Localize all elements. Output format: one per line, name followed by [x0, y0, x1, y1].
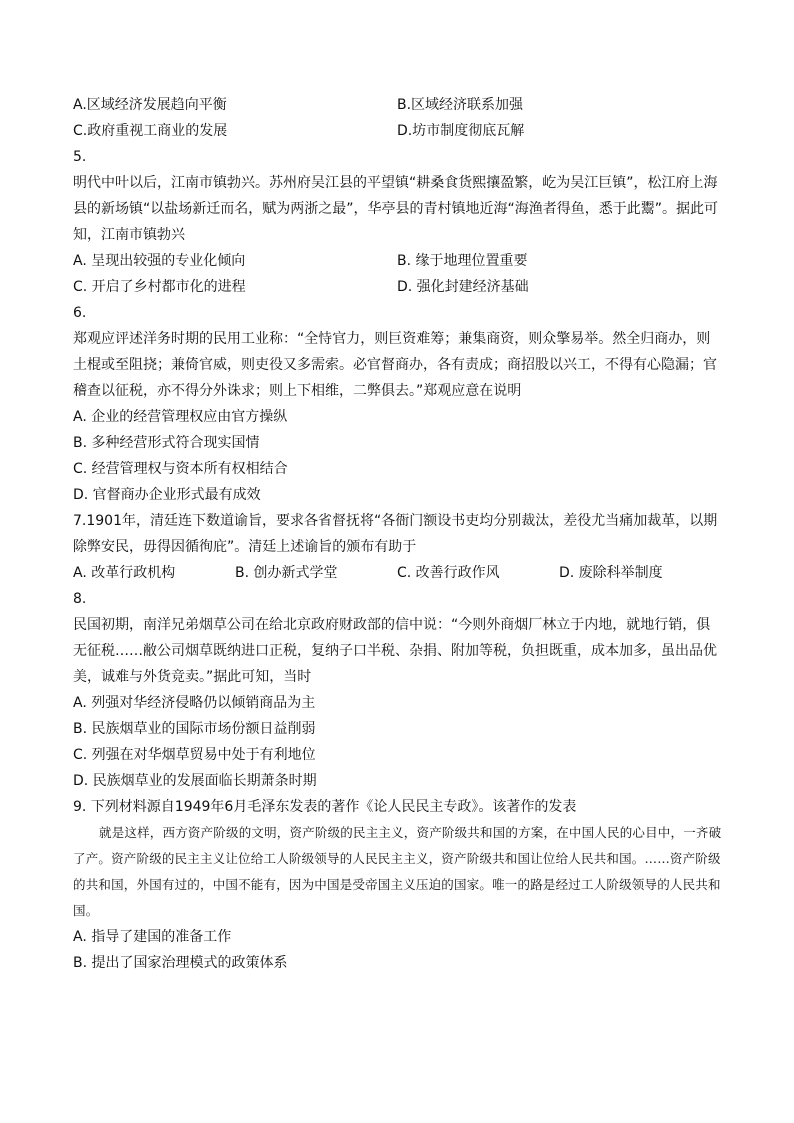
q5-number: 5. — [73, 149, 87, 165]
q4-option-a[interactable]: A.区域经济发展趋向平衡 — [73, 97, 227, 113]
q7-option-d[interactable]: D. 废除科举制度 — [559, 565, 663, 581]
q4-option-d[interactable]: D.坊市制度彻底瓦解 — [397, 123, 525, 139]
q8-option-d[interactable]: D. 民族烟草业的发展面临长期萧条时期 — [73, 773, 317, 789]
q5-option-c[interactable]: C. 开启了乡村都市化的进程 — [73, 279, 246, 295]
q4-options-row-2 — [73, 118, 723, 144]
exam-page — [73, 92, 723, 976]
q4-options-row-1 — [73, 92, 723, 118]
q6-number: 6. — [73, 305, 87, 321]
q6-option-d[interactable]: D. 官督商办企业形式最有成效 — [73, 487, 261, 503]
q9-option-a[interactable]: A. 指导了建国的准备工作 — [73, 929, 232, 945]
q7-option-c[interactable]: C. 改善行政作风 — [397, 565, 500, 581]
q5-option-b[interactable]: B. 缘于地理位置重要 — [397, 253, 528, 269]
q8-option-a[interactable]: A. 列强对华经济侵略仍以倾销商品为主 — [73, 695, 316, 711]
q7-option-b[interactable]: B. 创办新式学堂 — [235, 565, 338, 581]
q8-option-b[interactable]: B. 民族烟草业的国际市场份额日益削弱 — [73, 721, 316, 737]
q5-stem: 明代中叶以后，江南市镇勃兴。苏州府吴江县的平望镇“耕桑食货熙攘盈繁，屹为吴江巨镇”，松江府上海县的新场镇“以盐场新迁而名，赋为两浙之最”，华亭县的青村镇地近海“海渔者得鱼，悉于此鬻”。据此可知，江南市镇勃兴 — [73, 175, 719, 243]
q8-stem: 民国初期，南洋兄弟烟草公司在给北京政府财政部的信中说：“今则外商烟厂林立于内地，就地行销，俱无征税……敝公司烟草既纳进口正税，复纳子口半税、杂捐、附加等税，负担既重，成本加多，虽出品优美，诚难与外货竞卖。”据此可知，当时 — [73, 617, 717, 685]
q4-option-c[interactable]: C.政府重视工商业的发展 — [73, 123, 228, 139]
q5-options-row-1 — [73, 248, 723, 274]
q7-stem: 7.1901年，清廷连下数道谕旨，要求各省督抚将“各衙门额设书吏均分别裁汰，差役尤当痛加裁革，以期除弊安民，毋得因循徇庇”。清廷上述谕旨的颁布有助于 — [73, 513, 718, 555]
q9-option-b[interactable]: B. 提出了国家治理模式的政策体系 — [73, 955, 288, 971]
q6-option-c[interactable]: C. 经营管理权与资本所有权相结合 — [73, 461, 288, 477]
q6-stem: 郑观应评述洋务时期的民用工业称：“全恃官力，则巨资难筹；兼集商资，则众擎易举。然全归商办，则土棍或至阻挠；兼倚官威，则吏役又多需索。必官督商办，各有责成；商招股以兴工，不得有心隐漏；官稽查以征税，亦不得分外诛求；则上下相维，二弊俱去。”郑观应意在说明 — [73, 331, 717, 399]
q9-stem: 9. 下列材料源自1949年6月毛泽东发表的著作《论人民民主专政》。该著作的发表 — [73, 799, 577, 815]
q8-option-c[interactable]: C. 列强在对华烟草贸易中处于有利地位 — [73, 747, 316, 763]
q9-quote: 就是这样，西方资产阶级的文明，资产阶级的民主主义，资产阶级共和国的方案，在中国人民的心目中，一齐破了产。资产阶级的民主主义让位给工人阶级领导的人民民主主义，资产阶级共和国让位给人民共和国。……资产阶级的共和国，外国有过的，中国不能有，因为中国是受帝国主义压迫的国家。唯一的路是经过工人阶级领导的人民共和国。 — [73, 825, 722, 918]
q7-options-row — [73, 560, 723, 586]
q5-option-d[interactable]: D. 强化封建经济基础 — [397, 279, 529, 295]
q5-options-row-2 — [73, 274, 723, 300]
q8-number: 8. — [73, 591, 87, 607]
q4-option-b[interactable]: B.区域经济联系加强 — [397, 97, 524, 113]
q7-option-a[interactable]: A. 改革行政机构 — [73, 565, 176, 581]
q6-option-b[interactable]: B. 多种经营形式符合现实国情 — [73, 435, 260, 451]
q5-option-a[interactable]: A. 呈现出较强的专业化倾向 — [73, 253, 246, 269]
q6-option-a[interactable]: A. 企业的经营管理权应由官方操纵 — [73, 409, 288, 425]
